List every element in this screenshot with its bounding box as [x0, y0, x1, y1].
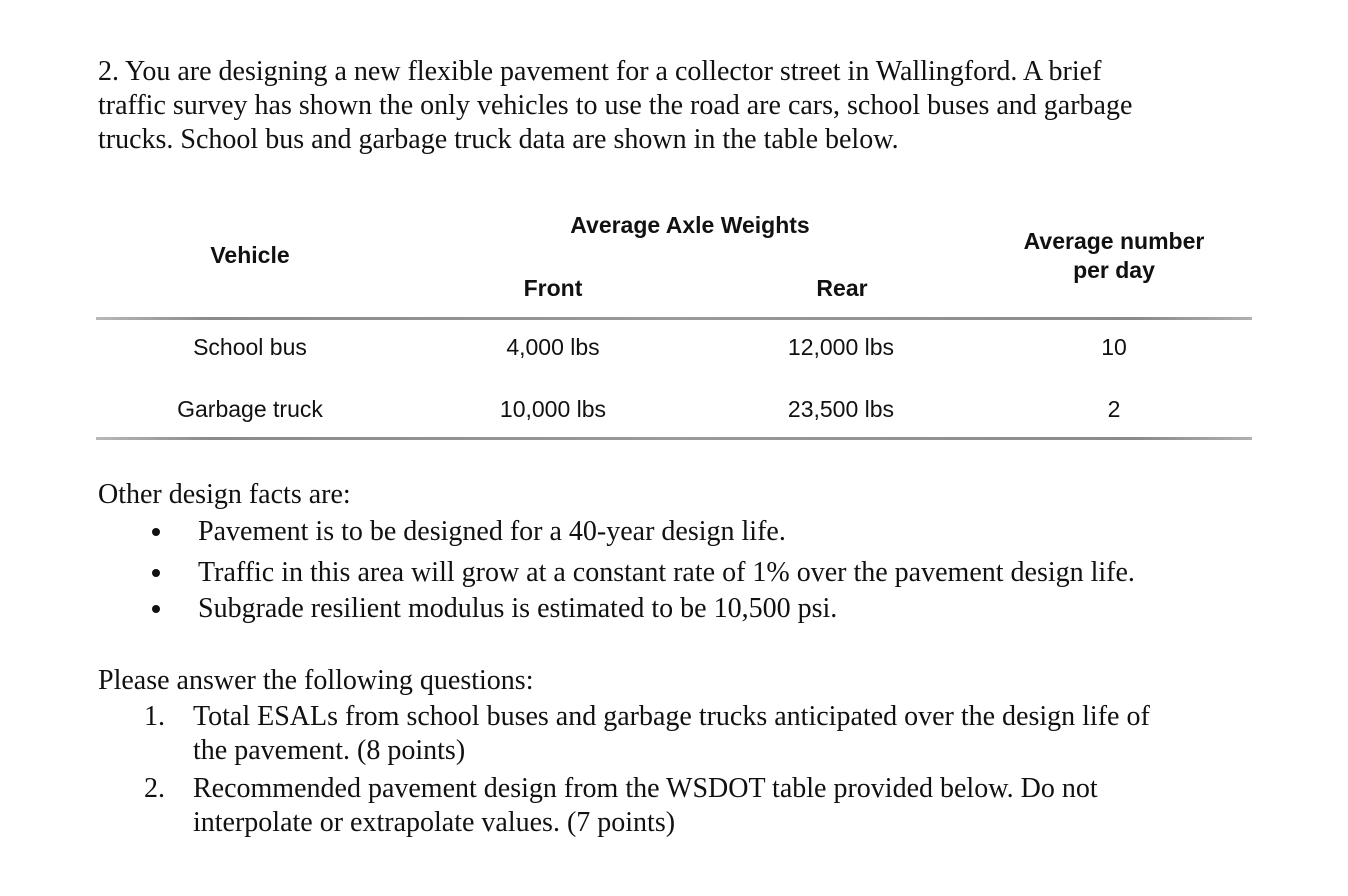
problem-intro — [98, 55, 1268, 157]
cell-count: 10 — [1101, 334, 1127, 360]
list-item — [152, 515, 786, 549]
fact-text: Subgrade resilient modulus is estimated to be 10,500 psi. — [198, 593, 838, 624]
facts-title: Other design facts are: — [98, 479, 351, 510]
cell-rear: 23,500 lbs — [787, 396, 895, 422]
header-rear: Rear — [816, 275, 868, 301]
question-text — [193, 700, 1273, 768]
intro-line: traffic survey has shown the only vehicles to use the road are cars, school buses and garbage — [98, 90, 1133, 121]
questions-title: Please answer the following questions: — [98, 665, 534, 696]
cell-front: 4,000 lbs — [506, 334, 600, 360]
header-average-number-line2: per day — [1073, 257, 1155, 283]
header-vehicle: Vehicle — [210, 242, 290, 268]
intro-line: 2. You are designing a new flexible pavement for a collector street in Wallingford. A brief — [98, 56, 1102, 87]
list-item — [152, 556, 1135, 590]
table-header-rule — [96, 317, 1252, 320]
cell-vehicle: Garbage truck — [177, 396, 323, 422]
intro-line: trucks. School bus and garbage truck data are shown in the table below. — [98, 124, 899, 155]
question-number: 2. — [144, 773, 165, 804]
fact-text: Pavement is to be designed for a 40-year design life. — [198, 516, 786, 547]
header-average-number-line1: Average number — [1023, 228, 1205, 254]
fact-text: Traffic in this area will grow at a constant rate of 1% over the pavement design life. — [198, 557, 1135, 588]
question-line: Total ESALs from school buses and garbage trucks anticipated over the design life of — [193, 701, 1150, 732]
question-text — [193, 772, 1273, 840]
question-line: Recommended pavement design from the WSDOT table provided below. Do not — [193, 773, 1098, 804]
header-front: Front — [523, 275, 583, 301]
question-line: interpolate or extrapolate values. (7 points) — [193, 807, 676, 838]
cell-front: 10,000 lbs — [499, 396, 607, 422]
header-average-axle-weights: Average Axle Weights — [570, 212, 810, 238]
list-item — [152, 592, 837, 626]
question-line: the pavement. (8 points) — [193, 735, 466, 766]
bullet-icon — [152, 605, 160, 613]
cell-rear: 12,000 lbs — [787, 334, 895, 360]
table-bottom-rule — [96, 437, 1252, 440]
cell-count: 2 — [1107, 396, 1121, 422]
bullet-icon — [152, 528, 160, 536]
cell-vehicle: School bus — [193, 334, 307, 360]
bullet-icon — [152, 569, 160, 577]
question-number: 1. — [144, 701, 165, 732]
